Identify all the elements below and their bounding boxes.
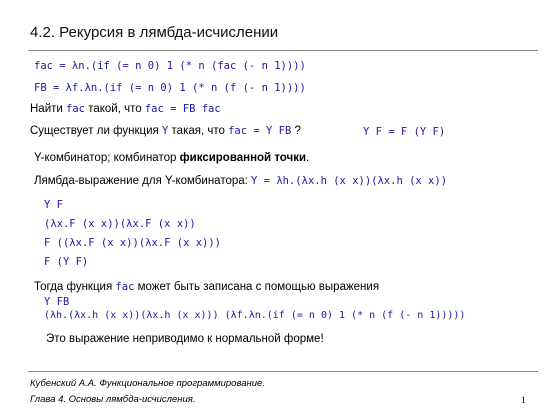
footer-author: Кубенский А.А. Функциональное программирование. bbox=[30, 378, 265, 389]
exists-middle: такая, что bbox=[171, 125, 225, 137]
footer-rule bbox=[28, 371, 538, 372]
exists-prefix: Существует ли функция bbox=[30, 125, 159, 137]
then-line bbox=[34, 281, 379, 293]
expanded-expression: (λh.(λx.h (x x))(λx.h (x x))) (λf.λn.(if (= n 0) 1 (* n (f (- n 1))))) bbox=[44, 310, 466, 321]
footer-chapter: Глава 4. Основы лямбда-исчисления. bbox=[30, 394, 196, 405]
slide-title: 4.2. Рекурсия в лямбда-исчислении bbox=[30, 24, 279, 41]
reduction-step: (λx.F (x x))(λx.F (x x)) bbox=[44, 218, 196, 230]
then-prefix: Тогда функция bbox=[34, 281, 113, 293]
combinator-line bbox=[34, 152, 309, 164]
find-line bbox=[30, 103, 221, 115]
fac-ref-2: fac bbox=[115, 281, 135, 293]
fixed-point-equation: Y F = F (Y F) bbox=[363, 126, 446, 138]
find-middle: такой, что bbox=[88, 103, 142, 115]
y-definition: Y = λh.(λx.h (x x))(λx.h (x x)) bbox=[251, 175, 448, 187]
fac-definition: fac = λn.(if (= n 0) 1 (* n (fac (- n 1)))) bbox=[34, 60, 306, 72]
then-suffix: может быть записана с помощью выражения bbox=[137, 281, 380, 293]
page-number: 1 bbox=[521, 396, 526, 406]
combinator-suffix: . bbox=[306, 152, 310, 164]
y-combinator-ref: Y-комбинатора: bbox=[165, 175, 248, 187]
find-prefix: Найти bbox=[30, 103, 63, 115]
fac-ref: fac bbox=[66, 103, 85, 115]
reduction-step: F (Y F) bbox=[44, 256, 89, 268]
y-fb-expression: Y FB bbox=[44, 296, 70, 308]
title-rule bbox=[28, 50, 538, 51]
nonnormal-note: Это выражение неприводимо к нормальной форме! bbox=[46, 333, 324, 345]
exists-line bbox=[30, 125, 301, 137]
fb-definition: FB = λf.λn.(if (= n 0) 1 (* n (f (- n 1)))) bbox=[34, 82, 306, 94]
reduction-step: Y F bbox=[44, 199, 63, 211]
y-ref: Y bbox=[162, 125, 169, 137]
fac-equation: fac = FB fac bbox=[144, 103, 221, 115]
fixed-point-term: фиксированной точки bbox=[179, 152, 307, 164]
reduction-step: F ((λx.F (x x))(λx.F (x x))) bbox=[44, 237, 222, 249]
y-fb-equation: fac = Y FB bbox=[228, 125, 292, 137]
question-mark: ? bbox=[294, 125, 301, 137]
lambda-line bbox=[34, 175, 447, 187]
lambda-prefix: Лямбда-выражение для bbox=[34, 175, 162, 187]
combinator-prefix: Y-комбинатор; комбинатор bbox=[34, 152, 180, 164]
